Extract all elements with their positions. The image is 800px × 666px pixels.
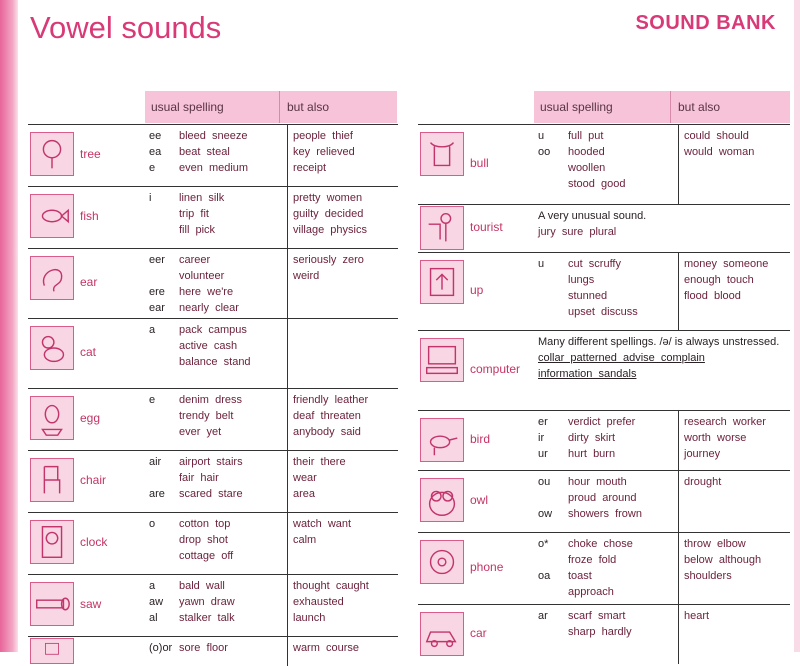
fish-icon — [30, 194, 74, 238]
row-divider — [418, 604, 790, 605]
clock-icon — [30, 520, 74, 564]
but-also-examples: thought caught exhausted launch — [293, 580, 369, 624]
spelling-examples: pack campus active cash balance stand — [179, 324, 251, 368]
column-divider — [678, 604, 679, 664]
sound-row-bird — [418, 410, 790, 470]
spelling-examples: cut scruffy lungs stunned upset discuss — [568, 258, 638, 318]
key-word: tree — [80, 147, 101, 161]
bird-icon — [420, 418, 464, 462]
spelling-letters: air are — [149, 456, 165, 500]
column-divider — [287, 388, 288, 450]
spelling-letters: o — [149, 518, 156, 530]
column-divider — [678, 470, 679, 532]
spelling-examples: career volunteer here we're nearly clear — [179, 254, 239, 314]
spelling-letters: (o)or — [149, 642, 173, 654]
spelling-examples: denim dress trendy belt ever yet — [179, 394, 242, 438]
sound-row-tourist — [418, 204, 790, 252]
but-also-examples: seriously zero weird — [293, 254, 364, 282]
header-divider — [279, 91, 280, 123]
column-divider — [287, 512, 288, 574]
spelling-letters: ar — [538, 610, 548, 622]
sound-row-owl — [418, 470, 790, 532]
but-also-examples: people thief key relieved receipt — [293, 130, 355, 174]
bull-icon — [420, 132, 464, 176]
row-divider — [28, 388, 398, 389]
row-divider — [418, 204, 790, 205]
spelling-examples: bald wall yawn draw stalker talk — [179, 580, 235, 624]
sound-row-bull — [418, 124, 790, 204]
spelling-examples: linen silk trip fit fill pick — [179, 192, 225, 236]
row-divider — [28, 248, 398, 249]
key-word: up — [470, 283, 484, 297]
spelling-examples: verdict prefer dirty skirt hurt burn — [568, 416, 636, 460]
row-divider — [418, 532, 790, 533]
row-divider — [28, 574, 398, 575]
spelling-examples: full put hooded woollen stood good — [568, 130, 626, 190]
left-table-header — [145, 91, 397, 123]
column-divider — [287, 186, 288, 248]
spelling-examples: sore floor — [179, 642, 228, 654]
key-word: clock — [80, 535, 108, 549]
spelling-letters: a aw al — [149, 580, 164, 624]
column-divider — [678, 252, 679, 330]
key-word: saw — [80, 597, 102, 611]
sound-row-more — [28, 636, 398, 666]
column-divider — [287, 318, 288, 388]
car-icon — [420, 612, 464, 656]
key-word: chair — [80, 473, 107, 487]
column-divider — [287, 574, 288, 636]
tourist-icon — [420, 206, 464, 250]
header-but-also: but also — [287, 100, 330, 114]
spelling-letters: ee ea e — [149, 130, 162, 174]
key-word: ear — [80, 275, 98, 289]
header-usual-spelling: usual spelling — [151, 100, 224, 114]
sound-row-tree — [28, 124, 398, 186]
sound-row-clock — [28, 512, 398, 574]
but-also-examples: research worker worth worse journey — [684, 416, 766, 460]
sound-row-chair — [28, 450, 398, 512]
spelling-examples: airport stairs fair hair scared stare — [179, 456, 243, 500]
spelling-examples: choke chose froze fold toast approach — [568, 538, 633, 598]
column-divider — [678, 532, 679, 604]
column-divider — [287, 636, 288, 666]
note-examples: jury sure plural — [538, 226, 617, 238]
tree-icon — [30, 132, 74, 176]
page-edge-stripe — [0, 0, 18, 652]
sound-row-computer — [418, 330, 790, 410]
but-also-examples: their there wear area — [293, 456, 346, 500]
header-but-also: but also — [678, 100, 721, 114]
spelling-letters: e — [149, 394, 156, 406]
row-divider — [418, 252, 790, 253]
row-divider — [418, 330, 790, 331]
sound-row-fish — [28, 186, 398, 248]
key-word: fish — [80, 209, 99, 223]
row-divider — [28, 450, 398, 451]
chair-icon — [30, 458, 74, 502]
but-also-examples: drought — [684, 476, 722, 488]
sound-row-ear — [28, 248, 398, 318]
row-divider — [28, 636, 398, 637]
spelling-letters: i — [149, 192, 152, 204]
spelling-letters: u oo — [538, 130, 551, 158]
header-divider — [670, 91, 671, 123]
spelling-letters: eer ere ear — [149, 254, 165, 314]
column-divider — [287, 450, 288, 512]
note-text: A very unusual sound. — [538, 210, 647, 222]
spelling-letters: u — [538, 258, 545, 270]
row-divider — [28, 318, 398, 319]
key-word: cat — [80, 345, 97, 359]
sound-row-egg — [28, 388, 398, 450]
column-divider — [287, 248, 288, 318]
row-divider — [28, 124, 398, 125]
but-also-examples: watch want calm — [293, 518, 352, 546]
column-divider — [678, 124, 679, 204]
key-word: bird — [470, 432, 491, 446]
right-table-header — [534, 91, 790, 123]
up-arrow-icon — [420, 260, 464, 304]
egg-icon — [30, 396, 74, 440]
but-also-examples: warm course — [293, 642, 360, 654]
note-examples: collar patterned advise complain information sandals — [538, 352, 705, 380]
row-divider — [418, 470, 790, 471]
section-label: SOUND BANK — [635, 12, 776, 34]
key-word: bull — [470, 156, 489, 170]
key-word: phone — [470, 560, 504, 574]
column-divider — [678, 410, 679, 470]
row-divider — [418, 410, 790, 411]
but-also-examples: friendly leather deaf threaten anybody said — [293, 394, 369, 438]
but-also-examples: heart — [684, 610, 710, 622]
spelling-examples: cotton top drop shot cottage off — [179, 518, 234, 562]
sound-note — [538, 208, 786, 240]
key-word: egg — [80, 411, 101, 425]
but-also-examples: could should would woman — [684, 130, 755, 158]
spelling-letters: ou ow — [538, 476, 553, 520]
sound-row-car — [418, 604, 790, 664]
key-word: car — [470, 626, 487, 640]
phone-icon — [420, 540, 464, 584]
key-word: computer — [470, 362, 521, 376]
row-divider — [28, 512, 398, 513]
spelling-examples: bleed sneeze beat steal even medium — [179, 130, 249, 174]
page-title: Vowel sounds — [30, 10, 222, 45]
partial-icon — [30, 638, 74, 664]
spelling-examples: scarf smart sharp hardly — [568, 610, 632, 638]
key-word: tourist — [470, 220, 503, 234]
row-divider — [28, 186, 398, 187]
sound-row-up — [418, 252, 790, 330]
note-text: Many different spellings. /ə/ is always unstressed. — [538, 336, 780, 348]
but-also-examples: money someone enough touch flood blood — [684, 258, 769, 302]
sound-row-phone — [418, 532, 790, 604]
ear-icon — [30, 256, 74, 300]
key-word: owl — [470, 493, 489, 507]
computer-icon — [420, 338, 464, 382]
spelling-examples: hour mouth proud around showers frown — [568, 476, 642, 520]
saw-icon — [30, 582, 74, 626]
sound-row-cat — [28, 318, 398, 388]
header-usual-spelling: usual spelling — [540, 100, 613, 114]
spelling-letters: er ir ur — [538, 416, 548, 460]
row-divider — [418, 124, 790, 125]
column-divider — [287, 124, 288, 186]
page-edge-right — [794, 0, 800, 652]
owl-icon — [420, 478, 464, 522]
cat-icon — [30, 326, 74, 370]
but-also-examples: pretty women guilty decided village physics — [293, 192, 367, 236]
spelling-letters: o* oa — [538, 538, 551, 582]
sound-note — [538, 334, 786, 382]
spelling-letters: a — [149, 324, 156, 336]
sound-row-saw — [28, 574, 398, 636]
but-also-examples: throw elbow below although shoulders — [684, 538, 762, 582]
